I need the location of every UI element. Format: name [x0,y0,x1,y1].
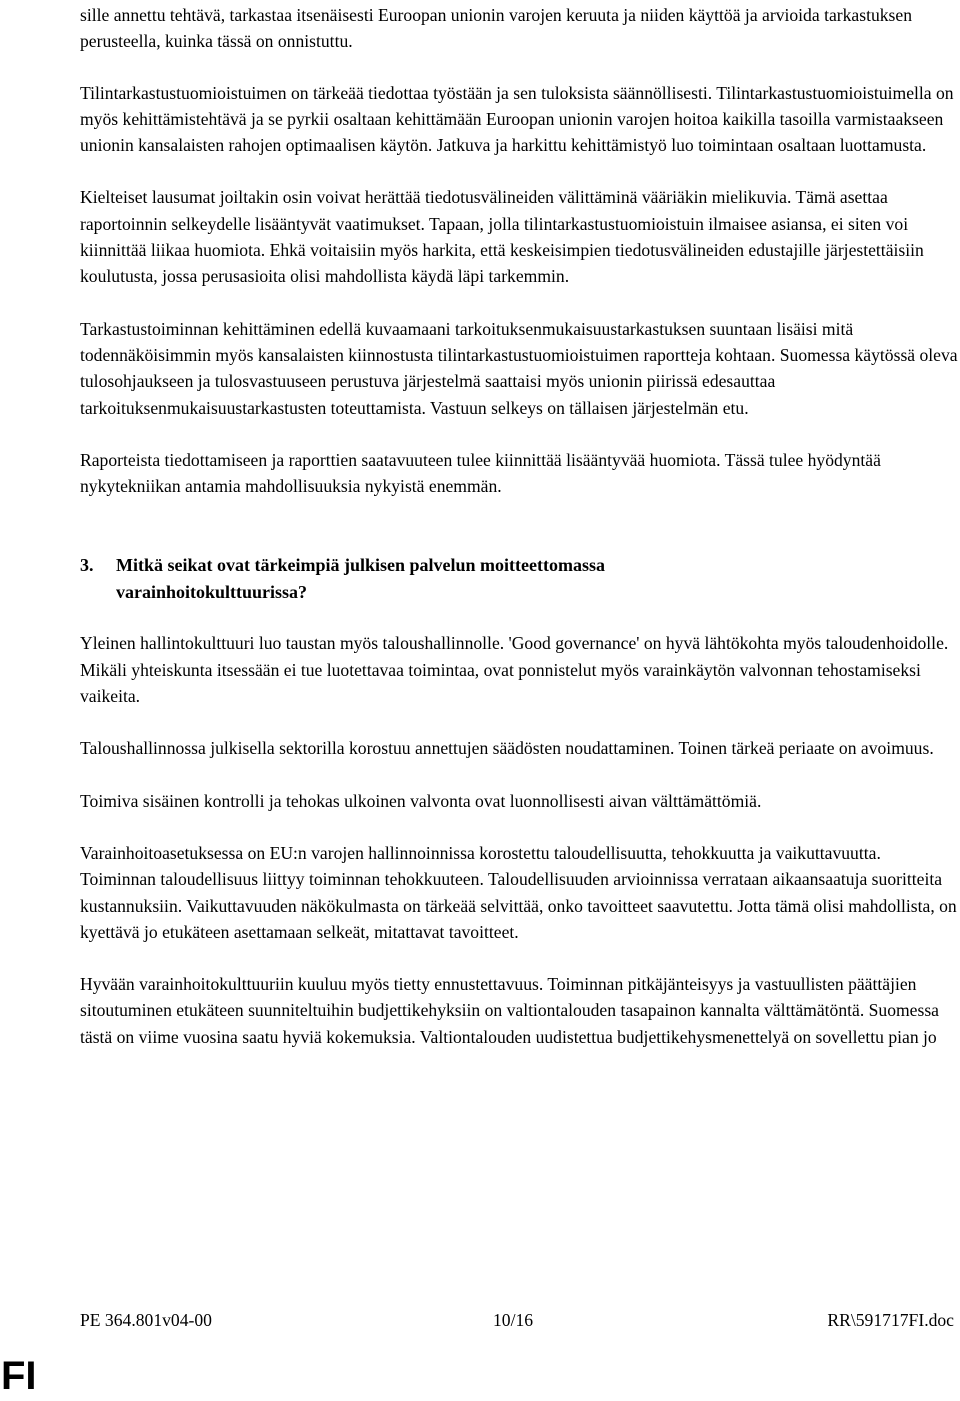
paragraph-court-communication: Tilintarkastustuomioistuimen on tärkeää tiedottaa työstään ja sen tuloksista säännöllisesti. Tilintarkastustuomioistuimella on myös kehittämistehtävä ja se pyrkii osaltaan kehittämään Euroopan unionin varojen hoitoa kaikilla tasoilla varmistaakseen unionin kansalaisten rahojen optimaalisen käytön. Jatkuva ja harkittu kehittämistyö luo toimintaan osaltaan luottamusta. [80,82,954,156]
document-body [80,2,960,1076]
footer-reference: PE 364.801v04-00 [80,1310,212,1330]
paragraph-governance: Yleinen hallintokulttuuri luo taustan myös taloushallinnolle. 'Good governance' on hyvä lähtökohta myös taloudenhoidolle. Mikäli yhteiskunta itsessään ei tue luotettavaa toimintaa, ovat ponnistelut myös varainkäytön valvonnan tehostamiseksi vaikeita. [80,633,949,707]
paragraph-compliance-openness: Taloushallinnossa julkisella sektorilla korostuu annettujen säädösten noudattaminen. Toinen tärkeä periaate on avoimuus. [80,738,934,759]
paragraph-report-availability: Raporteista tiedottamiseen ja raporttien saatavuuteen tulee kiinnittää lisääntyvää huomiota. Tässä tulee hyödyntää nykytekniikan antamia mahdollisuuksia nykyistä enemmän. [80,449,881,497]
language-code: FI [1,1354,37,1398]
page-footer [80,1307,954,1333]
paragraph-eu-audit-task: sille annettu tehtävä, tarkastaa itsenäisesti Euroopan unionin varojen keruuta ja niiden käyttöä ja arvioida tarkastuksen perusteella, kuinka tässä on onnistuttu. [80,5,913,52]
section-heading [80,552,960,606]
paragraph-performance-audit: Tarkastustoiminnan kehittäminen edellä kuvaamaani tarkoituksenmukaisuustarkastuksen suuntaan lisäisi mitä todennäköisimmin myös kansalaisten kiinnostusta tilintarkastustuomioistuimen raportteja kohtaan. Suomessa käytössä oleva tulosohjaukseen ja tulosvastuuseen perustuva järjestelmä saattaisi myös unionin piirissä edesauttaa tarkoituksenmukaisuustarkastusten toteuttamista. Vastuun selkeys on tällaisen järjestelmän etu. [80,318,958,418]
paragraph-predictability: Hyvään varainhoitokulttuuriin kuuluu myös tietty ennustettavuus. Toiminnan pitkäjänteisyys ja vastuullisten päättäjien sitoutuminen etukäteen suunniteltuihin budjettikehyksiin on valtiontalouden tasapainon kannalta välttämätöntä. Suomessa tästä on viime vuosina saatu hyviä kokemuksia. Valtiontalouden uudistettua budjettikehysmenettelyä on sovellettu pian jo [80,974,939,1047]
paragraph-media-statements: Kielteiset lausumat joiltakin osin voivat herättää tiedotusvälineiden välittäminä vääriäkin mielikuvia. Tämä asettaa raportoinnin selkeydelle lisääntyvät vaatimukset. Tapaan, jolla tilintarkastustuomioistuin ilmaisee asiansa, ei siten voi kiinnittää liikaa huomiota. Ehkä voitaisiin myös harkita, että keskeisimpien tiedotusvälineiden edustajille järjestettäisiin koulutusta, jossa perusasioita olisi mahdollista käydä läpi tarkemmin. [80,187,924,287]
paragraph-internal-control: Toimiva sisäinen kontrolli ja tehokas ulkoinen valvonta ovat luonnollisesti aivan välttämättömiä. [80,790,762,811]
paragraph-financial-regulation: Varainhoitoasetuksessa on EU:n varojen hallinnoinnissa korostettu taloudellisuutta, tehokkuutta ja vaikuttavuutta. Toiminnan taloudellisuus liittyy toiminnan tehokkuuteen. Taloudellisuuden arvioinnissa verrataan aikaansaatuja suoritteita kustannuksiin. Vaikuttavuuden näkökulmasta on tärkeää selvittää, onko tavoitteet saavutettu. Jotta tämä olisi mahdollista, on kyettävä jo etukäteen asettamaan selkeät, mitattavat tavoitteet. [80,842,957,942]
footer-page-number: 10/16 [493,1310,534,1330]
section-title: Mitkä seikat ovat tärkeimpiä julkisen palvelun moitteettomassa varainhoitokulttuurissa? [116,555,605,603]
section-number: 3. [80,555,94,576]
footer-document-name: RR\591717FI.doc [827,1310,954,1330]
